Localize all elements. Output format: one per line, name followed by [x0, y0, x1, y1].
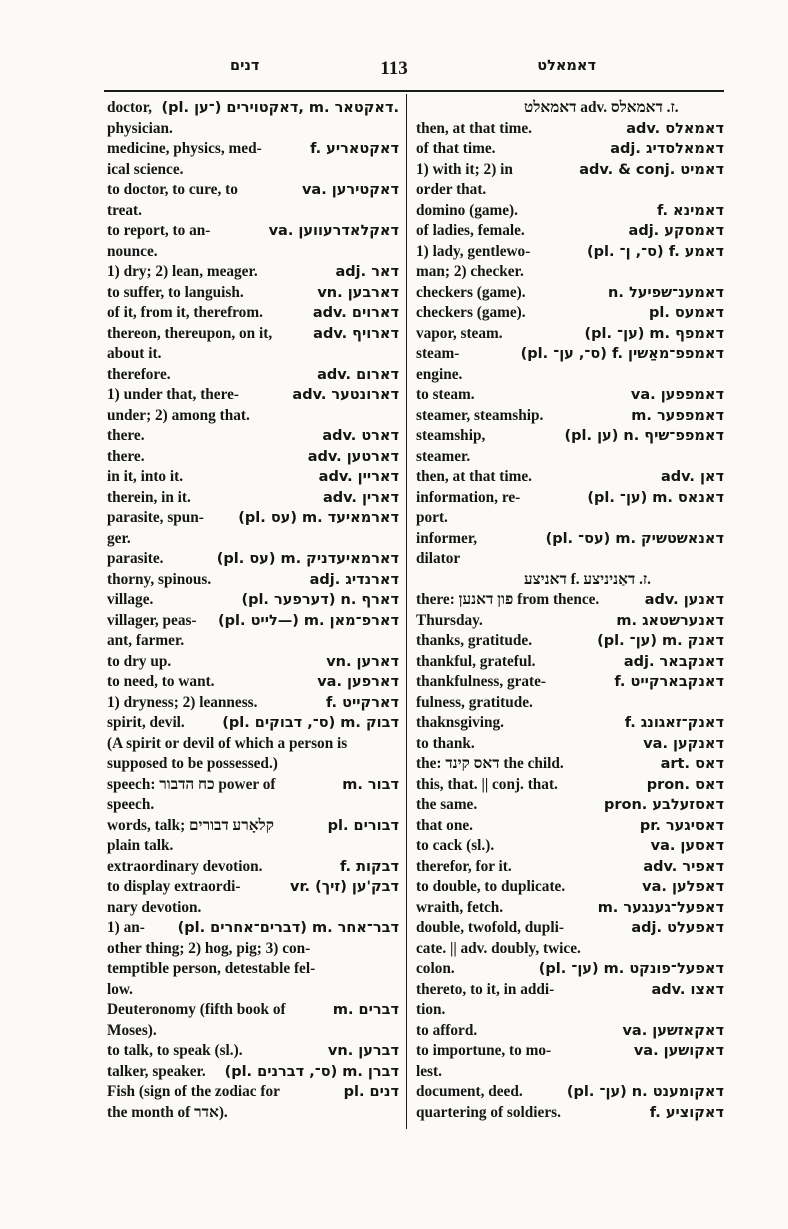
entry-headword: (pl. ס־, ן־) f. דאמע — [587, 243, 724, 260]
entry-line — [107, 467, 399, 488]
entry-definition: Thursday. — [416, 611, 483, 629]
entry-definition: there. — [107, 447, 145, 465]
entry-line — [107, 119, 399, 140]
entry-definition: Deuteronomy (fifth book of — [107, 1001, 286, 1018]
entry-line — [416, 918, 724, 939]
entry-line — [416, 406, 724, 427]
entry-line — [107, 980, 399, 1001]
entry-line — [416, 180, 724, 201]
entry-definition: to display extraordi- — [107, 878, 241, 895]
entry-headword: n. דאמענ־שפיעל — [608, 284, 724, 301]
entry-headword: adv. דארום — [317, 366, 399, 383]
entry-line — [107, 262, 399, 283]
entry-headword: (pl. עס־) m. דאנאשטשיק — [545, 530, 724, 547]
entry-line — [416, 160, 724, 181]
entry-definition: then, at that time. — [416, 119, 532, 137]
entry-definition: engine. — [416, 365, 463, 383]
entry-line — [416, 139, 724, 160]
entry-headword: vr. (זיך) דבק'ען — [290, 879, 399, 895]
entry-definition: 1) dry; 2) lean, meager. — [107, 263, 258, 280]
entry-headword: adv. דארויף — [313, 325, 399, 342]
entry-headword: pl. דאמעס — [649, 305, 724, 321]
entry-definition: therein, in it. — [107, 488, 191, 506]
entry-definition: Fish (sign of the zodiac for — [107, 1083, 280, 1100]
entry-headword: pr. דאסיגער — [639, 817, 724, 834]
entry-definition: (A spirit or devil of which a person is — [107, 734, 348, 752]
entry-definition: to dry up. — [107, 652, 172, 670]
entry-definition: 1) with it; 2) in — [416, 160, 513, 178]
entry-headword: f. דאקטאריע — [310, 141, 399, 157]
entry-line — [107, 857, 399, 878]
entry-headword: adj. דאר — [335, 264, 399, 280]
entry-line — [416, 713, 724, 734]
entry-headword: m. דברים — [332, 1002, 399, 1018]
entry-definition: nary devotion. — [107, 898, 202, 916]
entry-line — [416, 877, 724, 898]
entry-line — [107, 570, 399, 591]
entry-line — [416, 836, 724, 857]
entry-line — [416, 857, 724, 878]
entry-definition: therefore. — [107, 365, 171, 383]
entry-headword: adv. דאנען — [644, 592, 724, 608]
entry-definition: speech. — [107, 796, 155, 813]
entry-definition: colon. — [416, 960, 455, 977]
entry-line — [107, 488, 399, 509]
entry-line — [416, 1103, 724, 1124]
entry-headword: (pl. עס) m. דארמאיעד — [238, 510, 399, 526]
entry-line — [416, 549, 724, 570]
entry-definition: to importune, to mo- — [416, 1042, 552, 1059]
entry-headword: (pl. ען־) m. דאנאס — [587, 489, 724, 506]
header-rule — [104, 90, 724, 92]
entry-definition: the same. — [416, 796, 478, 813]
entry-headword: (pl. ס־, ען־) f. דאמפפ־מאַשין — [520, 346, 724, 362]
entry-line — [107, 283, 399, 304]
entry-headword: f. דאמינא — [656, 202, 724, 219]
entry-line — [416, 242, 724, 263]
entry-headword: va. דאפלען — [642, 879, 724, 895]
entry-definition: information, re- — [416, 488, 521, 506]
entry-definition: thanks, gratitude. — [416, 632, 533, 649]
entry-definition: thaknsgiving. — [416, 714, 504, 731]
entry-definition: 1) lady, gentlewo- — [416, 242, 531, 260]
entry-definition: double, twofold, dupli- — [416, 919, 564, 936]
entry-definition: parasite, spun- — [107, 509, 204, 526]
entry-definition: the month of אדר). — [107, 1103, 228, 1121]
right-column — [416, 98, 724, 1123]
entry-line — [416, 201, 724, 222]
running-header — [110, 58, 678, 88]
entry-line — [107, 775, 399, 796]
entry-headword: f. דאקוציע — [649, 1104, 724, 1121]
entry-headword: vn. דארבען — [317, 284, 399, 301]
entry-line — [107, 139, 399, 160]
entry-headword: f. דארקייט — [326, 694, 399, 711]
entry-headword: (pl. ען־) m. דאנק — [597, 633, 724, 649]
entry-definition: to talk, to speak (sl.). — [107, 1042, 243, 1059]
entry-headword: adv. דאמאלס — [626, 120, 724, 137]
entry-line — [107, 303, 399, 324]
entry-line — [416, 221, 724, 242]
entry-definition: fulness, gratitude. — [416, 693, 533, 711]
entry-headword: va. דאקושען — [633, 1043, 724, 1059]
entry-definition: to need, to want. — [107, 673, 215, 690]
entry-headword: adv. דאריין — [318, 469, 399, 485]
entry-headword: adj. דארנדיג — [309, 571, 399, 588]
page-number: 113 — [380, 58, 408, 79]
entry-definition: there. — [107, 427, 145, 444]
entry-line — [107, 631, 399, 652]
entry-headword: (pl. ען־) m. דאפעל־פונקט — [538, 961, 724, 977]
entry-line — [416, 1021, 724, 1042]
entry-definition: port. — [416, 509, 448, 526]
entry-headword: adv. דארין — [322, 489, 399, 506]
entry-line — [416, 590, 724, 611]
entry-line — [416, 119, 724, 140]
entry-definition: spirit, devil. — [107, 714, 185, 731]
entry-definition: about it. — [107, 345, 162, 362]
entry-definition: in it, into it. — [107, 468, 184, 485]
left-column — [107, 98, 399, 1123]
column-divider — [406, 94, 407, 1129]
entry-line — [416, 529, 724, 550]
entry-definition: that one. — [416, 816, 473, 834]
entry-definition: to double, to duplicate. — [416, 878, 566, 895]
entry-headword: (pl. ען־) m. דאמפף — [584, 325, 724, 342]
entry-headword: (pl. דברים־אחרים) m. דבר־אחר — [177, 920, 399, 936]
entry-headword: vn. דברען — [327, 1043, 399, 1059]
entry-headword: vn. דארען — [326, 653, 399, 670]
entry-line — [416, 324, 724, 345]
entry-line — [416, 385, 724, 406]
entry-line — [107, 1000, 399, 1021]
entry-line — [107, 549, 399, 570]
entry-definition: temptible person, detestable fel- — [107, 960, 316, 977]
entry-line — [107, 426, 399, 447]
entry-definition: talker, speaker. — [107, 1062, 206, 1080]
entry-line — [107, 180, 399, 201]
entry-definition: document, deed. — [416, 1083, 523, 1100]
entry-line — [416, 939, 724, 960]
entry-definition: other thing; 2) hog, pig; 3) con- — [107, 939, 311, 957]
entry-headword: (pl. ען־) n. דאקומענט — [566, 1084, 724, 1100]
entry-definition: steam- — [416, 345, 460, 362]
entry-headword: (pl. דאקטוירים (־ען, m. דאקטאר. — [161, 100, 399, 116]
entry-line — [107, 611, 399, 632]
entry-definition: this, that. || conj. that. — [416, 775, 558, 793]
entry-line — [416, 611, 724, 632]
entry-line — [416, 795, 724, 816]
entry-definition: supposed to be possessed.) — [107, 755, 278, 772]
entry-headword: f. דאנק־זאגונג — [624, 715, 724, 731]
entry-headword: pl. דנים — [343, 1084, 399, 1100]
entry-definition: ical science. — [107, 160, 184, 178]
entry-line — [416, 652, 724, 673]
entry-definition: villager, peas- — [107, 611, 197, 629]
entry-line — [107, 939, 399, 960]
entry-line — [107, 754, 399, 775]
entry-definition: speech: כח הדבור power of — [107, 775, 276, 793]
entry-line — [416, 488, 724, 509]
entry-definition: plain talk. — [107, 837, 174, 854]
entry-headword: m. דאמפפער — [631, 407, 724, 424]
entry-headword: va. דאקלאדרעווען — [268, 223, 399, 239]
entry-headword: pron. דאסזעלבע — [603, 797, 724, 813]
entry-headword: pl. דבורים — [327, 817, 399, 834]
entry-headword: adv. דארט — [322, 428, 399, 444]
entry-headword: adv. דאצו — [651, 981, 724, 998]
entry-definition: to suffer, to languish. — [107, 283, 244, 301]
entry-definition: treat. — [107, 201, 142, 219]
entry-line — [107, 201, 399, 222]
entry-headword: va. דאקאזשען — [622, 1022, 724, 1039]
entry-line — [416, 693, 724, 714]
entry-definition: nounce. — [107, 242, 158, 260]
entry-line — [416, 1000, 724, 1021]
entry-definition: thereon, thereupon, on it, — [107, 324, 273, 342]
entry-definition: physician. — [107, 119, 173, 137]
entry-line — [416, 672, 724, 693]
entry-definition: steamer, steamship. — [416, 406, 544, 424]
entry-headword: adv. דארטען — [307, 448, 399, 465]
header-right-word: דאמאלט — [537, 58, 596, 74]
entry-line — [107, 693, 399, 714]
entry-line — [416, 570, 724, 591]
entry-line — [416, 775, 724, 796]
entry-line — [416, 344, 724, 365]
entry-line — [416, 1062, 724, 1083]
entry-definition: cate. || adv. doubly, twice. — [416, 939, 581, 957]
entry-definition: thorny, spinous. — [107, 570, 212, 588]
entry-definition: the: דאס קינד the child. — [416, 755, 564, 772]
entry-headword: adv. דאן — [660, 469, 724, 485]
entry-line — [107, 1062, 399, 1083]
entry-headword: pron. דאס — [646, 776, 724, 793]
entry-line — [107, 160, 399, 181]
entry-definition: order that. — [416, 181, 487, 198]
entry-headword: m. דאנערשטאג — [616, 612, 724, 629]
entry-line — [416, 467, 724, 488]
entry-line — [416, 283, 724, 304]
entry-definition: דאניצע f. ז. דאַניניצע. — [524, 570, 651, 588]
entry-definition: dilator — [416, 550, 461, 567]
entry-definition: thankful, grateful. — [416, 652, 536, 670]
entry-headword: m. דאפעל־גענגער — [597, 899, 724, 916]
entry-headword: va. דאנקען — [643, 735, 724, 752]
entry-line — [107, 447, 399, 468]
entry-line — [416, 898, 724, 919]
entry-definition: vapor, steam. — [416, 324, 503, 342]
entry-headword: art. דאס — [660, 756, 724, 772]
entry-definition: to steam. — [416, 386, 475, 403]
entry-headword: adv. דארוים — [312, 305, 399, 321]
entry-headword: adv. דארונטער — [292, 387, 399, 403]
entry-line — [416, 98, 724, 119]
entry-line — [107, 959, 399, 980]
entry-line — [416, 959, 724, 980]
entry-line — [416, 1041, 724, 1062]
entry-definition: to report, to an- — [107, 222, 211, 239]
entry-definition: thankfulness, grate- — [416, 673, 547, 690]
entry-definition: domino (game). — [416, 201, 518, 219]
entry-line — [107, 1021, 399, 1042]
entry-definition: parasite. — [107, 550, 164, 567]
entry-definition: village. — [107, 591, 154, 608]
entry-definition: words, talk; קלאָרע דבורים — [107, 816, 274, 834]
entry-headword: f. דבקות — [339, 858, 399, 875]
entry-definition: informer, — [416, 529, 478, 547]
entry-line — [416, 303, 724, 324]
entry-line — [107, 385, 399, 406]
entry-definition: ger. — [107, 529, 131, 547]
entry-headword: adj. דאפעלט — [631, 920, 724, 936]
entry-headword: va. דאסען — [650, 838, 724, 854]
entry-definition: ant, farmer. — [107, 632, 185, 649]
entry-definition: Moses). — [107, 1021, 157, 1039]
entry-headword: adj. דאנקבאר — [623, 653, 724, 670]
entry-definition: of it, from it, therefrom. — [107, 304, 263, 321]
entry-headword: (pl. דערפער) n. דארף — [241, 592, 399, 608]
entry-headword: (pl. ס־, דבוקים) m. דבוק — [222, 715, 399, 731]
entry-line — [107, 795, 399, 816]
entry-definition: man; 2) checker. — [416, 263, 524, 280]
entry-definition: of ladies, female. — [416, 222, 525, 239]
entry-line — [107, 816, 399, 837]
entry-line — [416, 754, 724, 775]
entry-line — [416, 365, 724, 386]
entry-line — [416, 631, 724, 652]
entry-definition: tion. — [416, 1001, 446, 1018]
entry-line — [107, 734, 399, 755]
entry-definition: of that time. — [416, 140, 496, 157]
entry-line — [107, 1041, 399, 1062]
entry-headword: adv. דאפיר — [643, 858, 724, 875]
entry-definition: then, at that time. — [416, 468, 532, 485]
entry-definition: 1) under that, there- — [107, 386, 239, 403]
entry-line — [107, 98, 399, 119]
entry-line — [107, 344, 399, 365]
entry-definition: therefor, for it. — [416, 857, 512, 875]
entry-line — [107, 590, 399, 611]
entry-line — [416, 816, 724, 837]
entry-line — [107, 406, 399, 427]
entry-line — [416, 980, 724, 1001]
entry-headword: va. דאמפפען — [630, 387, 724, 403]
entry-line — [107, 898, 399, 919]
entry-headword: (pl. ס־, דברנים) m. דברן — [224, 1063, 399, 1080]
entry-line — [416, 1082, 724, 1103]
entry-line — [416, 447, 724, 468]
entry-headword: (pl. ען) n. דאמפפ־שיף — [564, 428, 724, 444]
entry-headword: va. דאקטירען — [301, 182, 399, 198]
entry-line — [107, 529, 399, 550]
entry-line — [107, 652, 399, 673]
entry-definition: steamer. — [416, 447, 471, 465]
entry-line — [107, 508, 399, 529]
entry-line — [107, 221, 399, 242]
header-left-word: דנים — [230, 58, 260, 74]
entry-line — [107, 1082, 399, 1103]
entry-definition: quartering of soldiers. — [416, 1103, 561, 1121]
entry-line — [416, 734, 724, 755]
entry-line — [416, 426, 724, 447]
entry-line — [107, 365, 399, 386]
entry-definition: there: פון דאנען from thence. — [416, 591, 600, 608]
entry-line — [107, 713, 399, 734]
entry-line — [107, 877, 399, 898]
entry-headword: m. דבור — [342, 776, 399, 793]
entry-definition: 1) an- — [107, 919, 145, 936]
entry-definition: to afford. — [416, 1021, 478, 1039]
entry-line — [107, 242, 399, 263]
entry-line — [107, 918, 399, 939]
entry-headword: (pl. לייט—) m. דארפ־מאן — [218, 612, 399, 629]
entry-line — [416, 508, 724, 529]
entry-definition: checkers (game). — [416, 304, 526, 321]
entry-definition: steamship, — [416, 427, 486, 444]
entry-definition: medicine, physics, med- — [107, 140, 262, 157]
entry-definition: to thank. — [416, 734, 475, 752]
entry-definition: low. — [107, 980, 133, 998]
entry-headword: f. דאנקבארקייט — [614, 674, 724, 690]
entry-line — [107, 836, 399, 857]
entry-headword: (pl. עס) m. דארמאיעדניק — [216, 551, 399, 567]
entry-headword: adj. דאמסקע — [628, 223, 724, 239]
entry-definition: wraith, fetch. — [416, 898, 504, 916]
entry-definition: thereto, to it, in addi- — [416, 980, 555, 998]
entry-headword: adj. דאמאלסדיג — [610, 141, 724, 157]
entry-headword: adv. & conj. דאמיט — [579, 161, 724, 178]
entry-definition: extraordinary devotion. — [107, 857, 263, 875]
entry-definition: checkers (game). — [416, 283, 526, 301]
entry-definition: doctor, — [107, 99, 152, 116]
entry-definition: to cack (sl.). — [416, 837, 495, 854]
entry-definition: דאמאלט adv. ז. דאמאלס. — [524, 99, 679, 116]
entry-headword: va. דארפען — [317, 674, 399, 690]
entry-definition: to doctor, to cure, to — [107, 181, 238, 198]
entry-definition: under; 2) among that. — [107, 406, 250, 424]
entry-definition: lest. — [416, 1062, 442, 1080]
entry-definition: 1) dryness; 2) leanness. — [107, 693, 258, 711]
entry-line — [416, 262, 724, 283]
entry-line — [107, 672, 399, 693]
entry-line — [107, 324, 399, 345]
entry-line — [107, 1103, 399, 1124]
